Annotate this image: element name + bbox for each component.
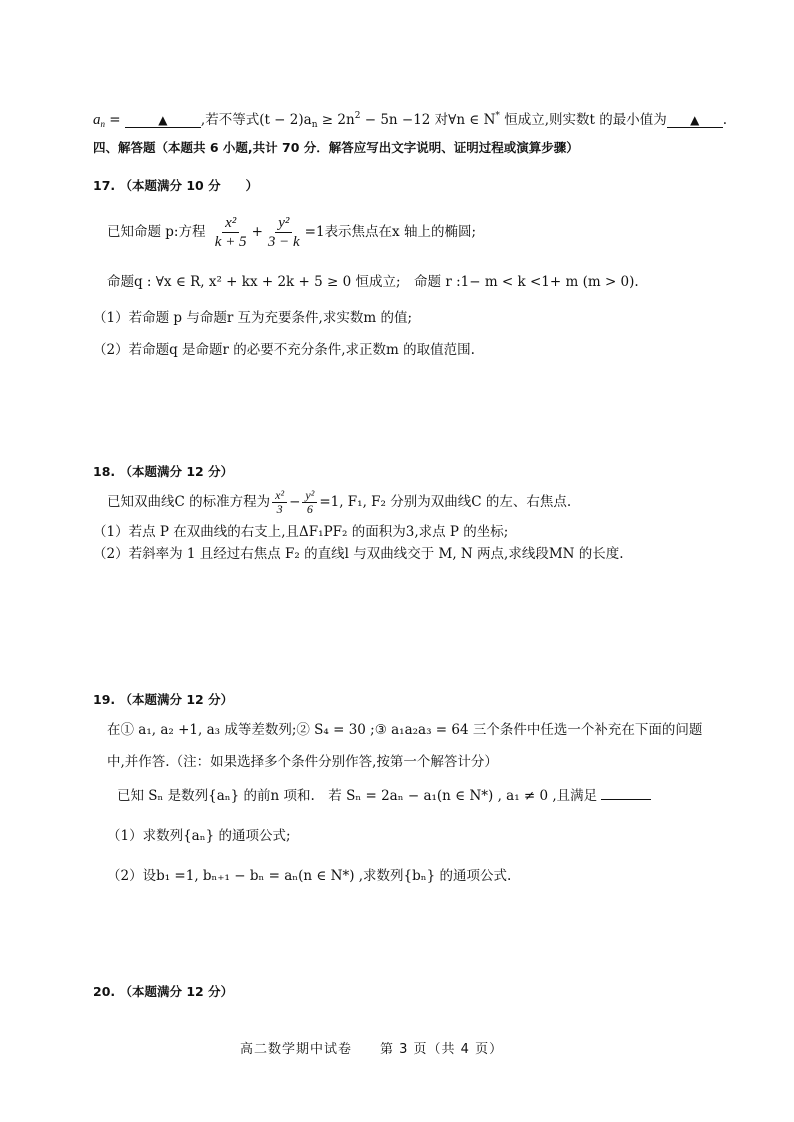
q17-header: 17. （本题满分 10 分 ） <box>93 178 259 193</box>
q19-line-1: 在① a₁, a₂ +1, a₃ 成等差数列;② S₄ = 30 ;③ a₁a₂a₃ = 64 三个条件中任选一个补充在下面的问题 <box>107 722 703 738</box>
q19-part-2: （2）设b₁ =1, bₙ₊₁ − bₙ = aₙ(n ∈ N*) ,求数列{bₙ} 的通项公式. <box>107 868 512 884</box>
section-title: 四、解答题（本题共 6 小题,共计 70 分．解答应写出文字说明、证明过程或演算步骤） <box>93 140 579 155</box>
q18-part-2: （2）若斜率为 1 且经过右焦点 F₂ 的直线l 与双曲线交于 M, N 两点,求线段MN 的长度. <box>93 546 624 562</box>
answer-blank-1 <box>125 113 201 128</box>
q17-p-tail: 表示焦点在x 轴上的椭圆; <box>324 224 477 240</box>
q19-line-3 <box>117 786 651 806</box>
q17-proposition-q-r: 命题q : ∀x ∈ R, x² + kx + 2k + 5 ≥ 0 恒成立; 命题 r :1− m < k <1+ m (m > 0). <box>107 274 639 290</box>
q18-minus: − <box>289 494 301 510</box>
q19-condition-blank <box>601 799 651 800</box>
q17-plus: + <box>251 224 263 240</box>
q18-header: 18. （本题满分 12 分） <box>93 464 234 479</box>
inequality-rest: ≥ 2n <box>317 112 355 128</box>
page-footer: 高二数学期中试卷 第 3 页（共 4 页） <box>240 1042 504 1057</box>
inequality-end: 恒成立,则实数t 的最小值为 <box>499 112 667 128</box>
q17-eq: =1 <box>304 224 325 240</box>
triangle-icon: ▲ <box>690 113 700 127</box>
q19-part-1: （1）求数列{aₙ} 的通项公式; <box>107 828 291 844</box>
answer-blank-2 <box>667 113 723 128</box>
top-inequality-line: $a_n$ = ▲ ,若不等式$(t - 2)a_n \ge 2n^2 - 5n -12$ 对∀n ∈ N* 恒成立,则实数t 的最小值为 ▲ . <box>93 111 728 130</box>
q17-frac-y: $\frac{\text{y²}}{3 - k}$ <box>267 215 300 250</box>
q18-frac-x: $\frac{\text{x²}}{3}$ <box>272 489 287 516</box>
q18-frac-y: $\frac{\text{y²}}{6}$ <box>302 489 317 516</box>
q17-part-1: （1）若命题 p 与命题r 互为充要条件,求实数m 的值; <box>93 310 412 326</box>
q18-intro <box>107 484 571 520</box>
eq-sign: = <box>105 112 125 128</box>
inequality-tail: − 5n −12 对∀n ∈ N <box>360 112 496 128</box>
q20-header: 20. （本题满分 12 分） <box>93 984 234 999</box>
q18-intro-a: 已知双曲线C 的标准方程为 <box>107 494 271 510</box>
q18-intro-b: =1, F₁, F₂ 分别为双曲线C 的左、右焦点. <box>319 494 572 510</box>
q19-header: 19. （本题满分 12 分） <box>93 692 234 707</box>
q17-p-intro: 已知命题 p:方程 <box>107 224 206 240</box>
inequality-text: ,若不等式(t − 2)a <box>200 112 312 128</box>
q17-frac-x: $\frac{\text{x²}}{k + 5}$ <box>214 215 247 250</box>
q17-part-2: （2）若命题q 是命题r 的必要不充分条件,求正数m 的取值范围. <box>93 342 475 358</box>
an-symbol: $a_n$ <box>93 112 105 129</box>
q18-part-1: （1）若点 P 在双曲线的右支上,且ΔF₁PF₂ 的面积为3,求点 P 的坐标; <box>93 524 509 540</box>
q19-line-2: 中,并作答.（注：如果选择多个条件分别作答,按第一个解答计分） <box>107 754 498 770</box>
triangle-icon: ▲ <box>158 113 168 127</box>
q19-line-3-text: 已知 Sₙ 是数列{aₙ} 的前n 项和. 若 Sₙ = 2aₙ − a₁(n ∈ N*) , a₁ ≠ 0 ,且满足 <box>117 788 598 804</box>
q17-proposition-p <box>107 212 476 252</box>
period: . <box>722 112 728 128</box>
